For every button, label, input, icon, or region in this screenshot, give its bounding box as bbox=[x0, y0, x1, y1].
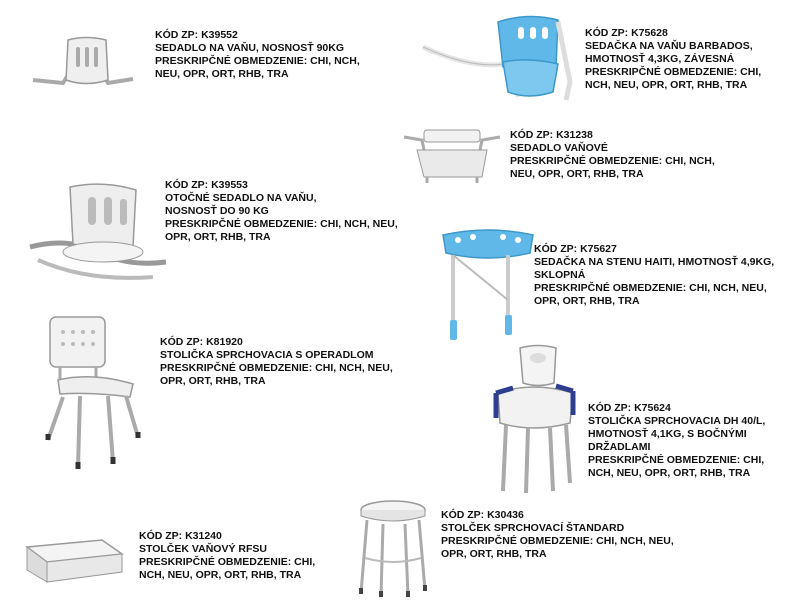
product-line: NCH, NEU, OPR, ORT, RHB, TRA bbox=[139, 569, 302, 581]
product-code: KÓD ZP: K75627 bbox=[534, 243, 617, 255]
product-line: PRESKRIPČNÉ OBMEDZENIE: CHI, NCH, bbox=[155, 55, 360, 67]
product-code: KÓD ZP: K39552 bbox=[155, 29, 238, 41]
hanging-bath-seat-image bbox=[418, 12, 578, 102]
product-line: STOLČEK SPRCHOVACÍ ŠTANDARD bbox=[441, 522, 625, 534]
product-line: OPR, ORT, RHB, TRA bbox=[441, 548, 547, 560]
product-line: SEDAČKA NA VAŇU BARBADOS, bbox=[585, 40, 753, 52]
product-line: STOLČEK VAŇOVÝ RFSU bbox=[139, 543, 267, 555]
product-text-k81920 bbox=[160, 336, 393, 388]
product-line: PRESKRIPČNÉ OBMEDZENIE: CHI, NCH, NEU, bbox=[534, 282, 767, 294]
shower-chair-armrests-image bbox=[488, 343, 578, 498]
product-line: NOSNOSŤ DO 90 KG bbox=[165, 205, 269, 217]
product-text-k31240 bbox=[139, 530, 315, 582]
product-line: HMOTNOSŤ 4,1KG, S BOČNÝMI bbox=[588, 428, 747, 440]
product-line: HMOTNOSŤ 4,3KG, ZÁVESNÁ bbox=[585, 53, 735, 65]
product-code: KÓD ZP: K75628 bbox=[585, 27, 668, 39]
swivel-bath-seat-image bbox=[28, 182, 168, 287]
product-text-k39553 bbox=[165, 179, 398, 244]
product-text-k75624 bbox=[588, 402, 765, 480]
product-line: SEDADLO NA VAŇU, NOSNOSŤ 90KG bbox=[155, 42, 345, 54]
shower-chair-backrest-image bbox=[38, 312, 148, 472]
product-line: DRŽADLAMI bbox=[588, 441, 651, 453]
product-line: PRESKRIPČNÉ OBMEDZENIE: CHI, NCH, NEU, bbox=[160, 362, 393, 374]
product-line: PRESKRIPČNÉ OBMEDZENIE: CHI, bbox=[588, 454, 765, 466]
product-code: KÓD ZP: K30436 bbox=[441, 509, 524, 521]
product-code: KÓD ZP: K39553 bbox=[165, 179, 248, 191]
product-text-k31238 bbox=[510, 129, 715, 181]
product-text-k30436 bbox=[441, 509, 674, 561]
product-text-k75627 bbox=[534, 243, 774, 308]
product-line: STOLIČKA SPRCHOVACIA DH 40/L, bbox=[588, 415, 766, 427]
round-shower-stool-image bbox=[353, 498, 433, 598]
product-code: KÓD ZP: K75624 bbox=[588, 402, 671, 414]
product-line: PRESKRIPČNÉ OBMEDZENIE: CHI, NCH, NEU, bbox=[165, 218, 398, 230]
product-line: OPR, ORT, RHB, TRA bbox=[165, 231, 271, 243]
bath-board-seat-image bbox=[28, 35, 138, 95]
product-line: STOLIČKA SPRCHOVACIA S OPERADLOM bbox=[160, 349, 374, 361]
product-line: PRESKRIPČNÉ OBMEDZENIE: CHI, NCH, bbox=[510, 155, 715, 167]
product-line: SKLOPNÁ bbox=[534, 269, 586, 281]
product-code: KÓD ZP: K31238 bbox=[510, 129, 593, 141]
product-line: SEDAČKA NA STENU HAITI, HMOTNOSŤ 4,9KG, bbox=[534, 256, 775, 268]
product-line: NCH, NEU, OPR, ORT, RHB, TRA bbox=[585, 79, 748, 91]
bath-step-stool-image bbox=[22, 532, 127, 587]
product-line: SEDADLO VAŇOVÉ bbox=[510, 142, 608, 154]
product-line: NEU, OPR, ORT, RHB, TRA bbox=[155, 68, 289, 80]
wall-mounted-seat-image bbox=[438, 225, 538, 350]
product-code: KÓD ZP: K31240 bbox=[139, 530, 222, 542]
product-text-k39552 bbox=[155, 29, 360, 81]
bath-seat-image bbox=[402, 125, 502, 185]
product-text-k75628 bbox=[585, 27, 761, 92]
product-line: OPR, ORT, RHB, TRA bbox=[160, 375, 266, 387]
product-line: PRESKRIPČNÉ OBMEDZENIE: CHI, bbox=[585, 66, 762, 78]
product-line: PRESKRIPČNÉ OBMEDZENIE: CHI, NCH, NEU, bbox=[441, 535, 674, 547]
product-line: NCH, NEU, OPR, ORT, RHB, TRA bbox=[588, 467, 751, 479]
product-line: OTOČNÉ SEDADLO NA VAŇU, bbox=[165, 192, 317, 204]
product-line: NEU, OPR, ORT, RHB, TRA bbox=[510, 168, 644, 180]
product-line: OPR, ORT, RHB, TRA bbox=[534, 295, 640, 307]
product-line: PRESKRIPČNÉ OBMEDZENIE: CHI, bbox=[139, 556, 316, 568]
product-code: KÓD ZP: K81920 bbox=[160, 336, 243, 348]
